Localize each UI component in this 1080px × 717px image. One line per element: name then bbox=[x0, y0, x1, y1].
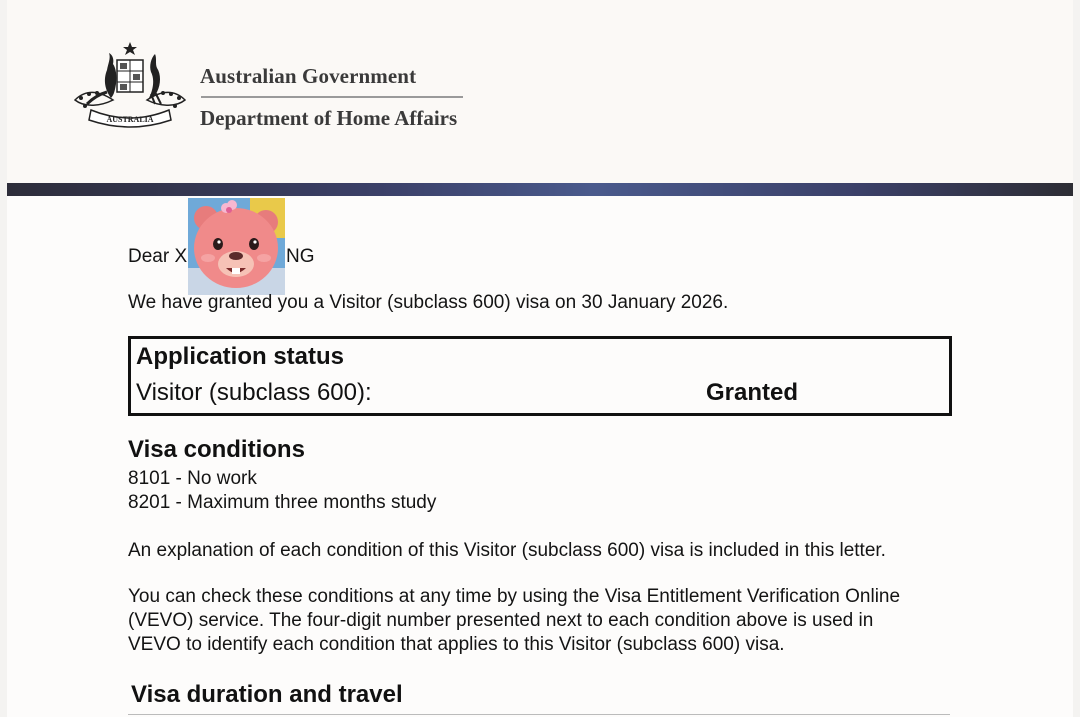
header-band bbox=[7, 183, 1073, 196]
status-visa-label: Visitor (subclass 600): bbox=[136, 379, 372, 406]
grant-sentence: We have granted you a Visitor (subclass 600) visa on 30 January 2026. bbox=[128, 292, 729, 313]
visa-conditions-heading: Visa conditions bbox=[128, 436, 305, 463]
status-title: Application status bbox=[136, 343, 345, 370]
vevo-paragraph bbox=[128, 585, 958, 657]
conditions-explanation: An explanation of each condition of this Visitor (subclass 600) visa is included in this letter. bbox=[128, 540, 886, 561]
letterhead-divider bbox=[201, 96, 463, 98]
letterhead bbox=[7, 0, 1073, 183]
condition-item: 8101 - No work bbox=[128, 468, 257, 489]
greeting-left: Dear X bbox=[128, 246, 188, 267]
department-name: Department of Home Affairs bbox=[200, 106, 458, 130]
greeting-right: NG bbox=[286, 246, 315, 267]
visa-duration-heading: Visa duration and travel bbox=[131, 681, 403, 708]
application-status-box bbox=[128, 336, 952, 416]
section-divider bbox=[128, 714, 950, 715]
condition-item: 8201 - Maximum three months study bbox=[128, 492, 437, 513]
vevo-line: You can check these conditions at any time by using the Visa Entitlement Verification Online bbox=[128, 586, 901, 607]
letter-page bbox=[7, 0, 1073, 717]
cartoon-beaver-sticker-icon bbox=[188, 198, 285, 295]
status-value: Granted bbox=[706, 379, 799, 406]
government-name: Australian Government bbox=[200, 64, 417, 88]
vevo-line: (VEVO) service. The four-digit number presented next to each condition above is used in bbox=[128, 610, 874, 631]
crest-motto: AUSTRALIA bbox=[106, 115, 154, 124]
coat-of-arms-icon bbox=[67, 40, 193, 132]
vevo-line: VEVO to identify each condition that applies to this Visitor (subclass 600) visa. bbox=[128, 634, 785, 655]
